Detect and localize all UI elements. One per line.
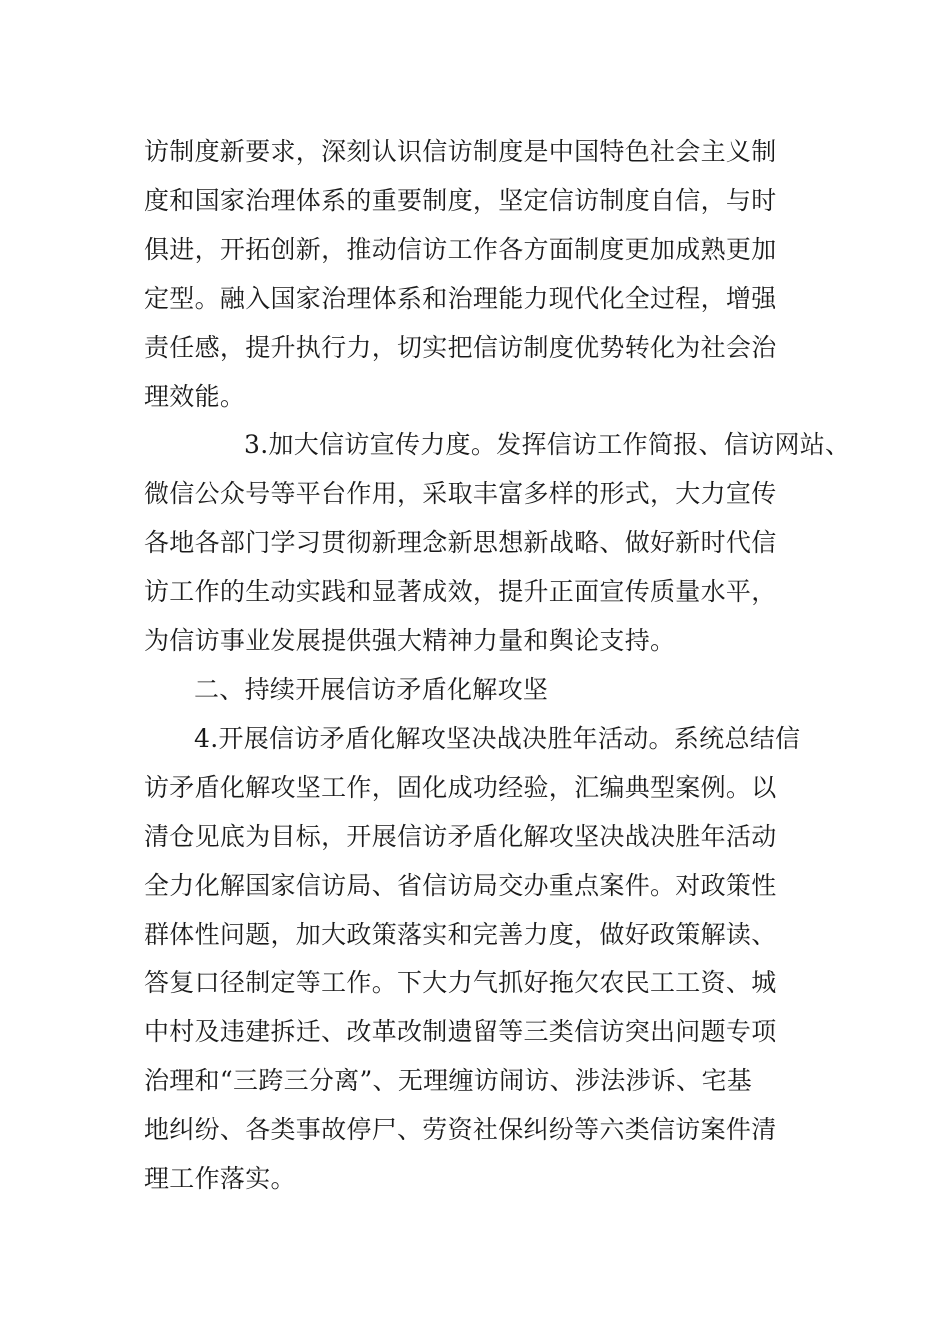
text-line: 责任感，提升执行力，切实把信访制度优势转化为社会治 <box>144 332 777 362</box>
paragraph-1 <box>144 128 808 421</box>
document-page <box>144 128 851 1204</box>
text-line: 3.加大信访宣传力度。发挥信访工作简报、信访网站、 <box>244 430 851 460</box>
text-line: 理效能。 <box>144 381 246 411</box>
text-line: 定型。融入国家治理体系和治理能力现代化全过程，增强 <box>144 283 777 313</box>
paragraph-4 <box>144 715 808 1204</box>
paragraph-2 <box>144 421 851 666</box>
text-line: 二、持续开展信访矛盾化解攻坚 <box>194 674 549 704</box>
text-line: 为信访事业发展提供强大精神力量和舆论支持。 <box>144 626 676 656</box>
text-line: 全力化解国家信访局、省信访局交办重点案件。对政策性 <box>144 870 777 900</box>
text-line: 答复口径制定等工作。下大力气抓好拖欠农民工工资、城 <box>144 968 777 998</box>
text-line: 地纠纷、各类事故停尸、劳资社保纠纷等六类信访案件清 <box>144 1115 777 1145</box>
section-heading <box>144 666 808 715</box>
text-line: 中村及违建拆迁、改革改制遗留等三类信访突出问题专项 <box>144 1017 777 1047</box>
text-line: 理工作落实。 <box>144 1164 296 1194</box>
text-line: 清仓见底为目标，开展信访矛盾化解攻坚决战决胜年活动 <box>144 821 777 851</box>
text-line: 群体性问题，加大政策落实和完善力度，做好政策解读、 <box>144 919 777 949</box>
text-line: 度和国家治理体系的重要制度，坚定信访制度自信，与时 <box>144 185 777 215</box>
text-line: 4.开展信访矛盾化解攻坚决战决胜年活动。系统总结信 <box>194 723 801 753</box>
text-line: 俱进，开拓创新，推动信访工作各方面制度更加成熟更加 <box>144 234 777 264</box>
text-line: 访矛盾化解攻坚工作，固化成功经验，汇编典型案例。以 <box>144 772 777 802</box>
text-line: 访制度新要求，深刻认识信访制度是中国特色社会主义制 <box>144 137 777 166</box>
text-line: 微信公众号等平台作用，采取丰富多样的形式，大力宣传 <box>144 479 777 509</box>
text-line: 各地各部门学习贯彻新理念新思想新战略、做好新时代信 <box>144 528 777 558</box>
text-line: 访工作的生动实践和显著成效，提升正面宣传质量水平， <box>144 577 777 607</box>
text-line: 治理和“三跨三分离”、无理缠访闹访、涉法涉诉、宅基 <box>144 1066 753 1096</box>
